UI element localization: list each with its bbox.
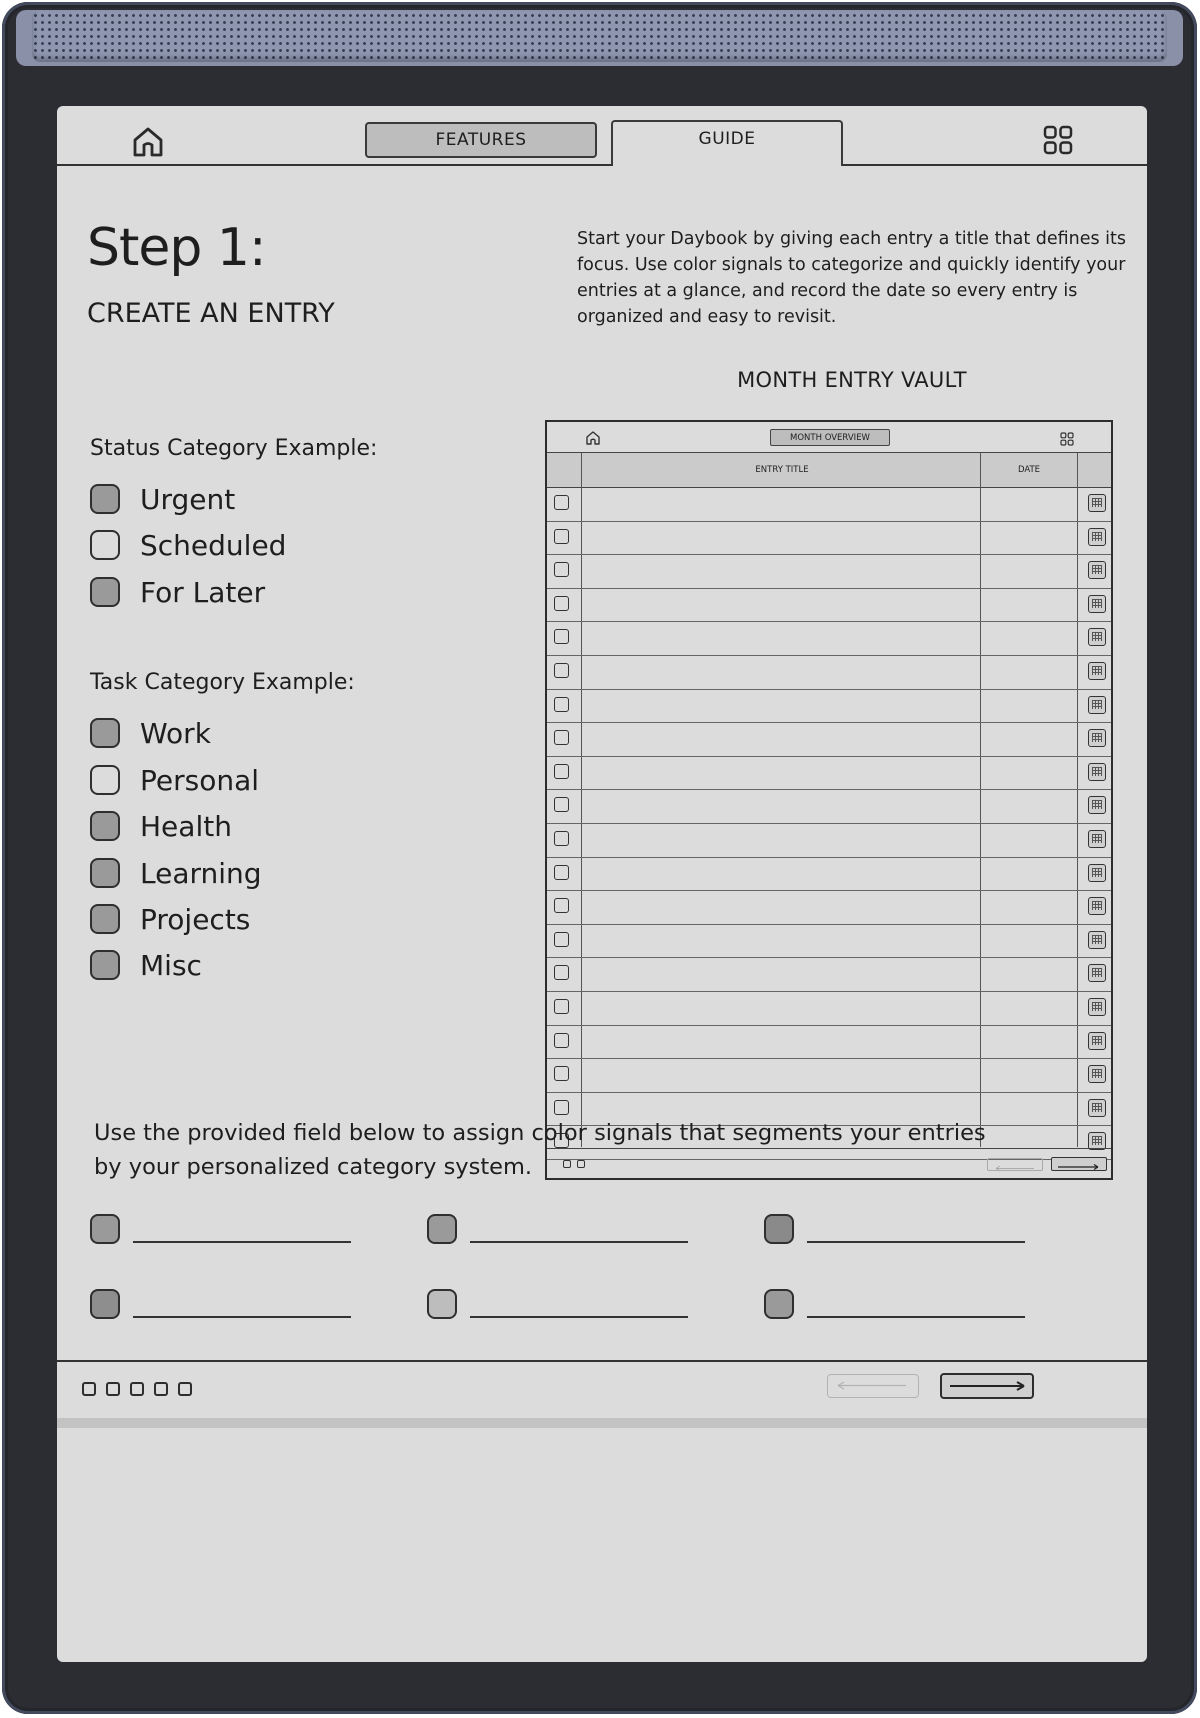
color-signal-box [90, 811, 120, 841]
table-row[interactable] [547, 858, 1111, 892]
table-row[interactable] [547, 824, 1111, 858]
color-signal-box [90, 950, 120, 980]
calendar-icon[interactable] [1088, 729, 1106, 747]
intro-description: Start your Daybook by giving each entry a title that defines its focus. Use color signals to categorize and quickly identify your entries at a glance, and record the date so every entry is organized and easy to revisit. [577, 229, 1127, 327]
vault-entry-rows [547, 488, 1111, 1160]
task-item-label: Learning [140, 856, 262, 890]
signal-label-line[interactable] [807, 1316, 1025, 1318]
table-row[interactable] [547, 723, 1111, 757]
task-category-heading: Task Category Example: [90, 670, 355, 695]
status-item-urgent[interactable] [90, 482, 235, 516]
page-dot[interactable] [106, 1382, 120, 1396]
color-signal-box [90, 718, 120, 748]
e-ink-screen [57, 106, 1147, 1662]
status-item-for-later[interactable] [90, 575, 265, 609]
row-checkbox[interactable] [554, 529, 569, 544]
color-signal-box[interactable] [764, 1289, 794, 1319]
vault-preview-header [547, 422, 1111, 453]
row-checkbox[interactable] [554, 831, 569, 846]
signal-label-line[interactable] [470, 1316, 688, 1318]
custom-signal-field[interactable] [427, 1287, 697, 1321]
color-signal-box [90, 484, 120, 514]
table-row[interactable] [547, 690, 1111, 724]
row-checkbox[interactable] [554, 596, 569, 611]
screen-bottom-strip [57, 1418, 1147, 1428]
arrow-right-icon [942, 1375, 1032, 1397]
tab-features[interactable]: FEATURES [365, 122, 597, 158]
status-item-label: Urgent [140, 482, 236, 516]
color-signal-box [90, 577, 120, 607]
signal-label-line[interactable] [133, 1316, 351, 1318]
color-signal-box[interactable] [427, 1214, 457, 1244]
custom-signal-field[interactable] [427, 1212, 697, 1246]
custom-signal-field[interactable] [90, 1287, 360, 1321]
prev-page-button[interactable] [987, 1158, 1043, 1171]
table-row[interactable] [547, 925, 1111, 959]
home-icon [585, 430, 601, 446]
grid-menu-icon [1060, 431, 1074, 445]
task-item-label: Work [140, 716, 211, 750]
calendar-icon[interactable] [1088, 864, 1106, 882]
task-item-label: Misc [140, 948, 202, 982]
table-row[interactable] [547, 488, 1111, 522]
color-signal-box[interactable] [90, 1289, 120, 1319]
color-signal-instruction: Use the provided field below to assign color signals that segments your entries by your personalized category system. [94, 1120, 986, 1180]
calendar-icon[interactable] [1088, 561, 1106, 579]
row-checkbox[interactable] [554, 730, 569, 745]
calendar-icon[interactable] [1088, 830, 1106, 848]
next-page-button[interactable] [1051, 1157, 1107, 1171]
table-row[interactable] [547, 622, 1111, 656]
row-checkbox[interactable] [554, 562, 569, 577]
table-row[interactable] [547, 656, 1111, 690]
table-row[interactable] [547, 522, 1111, 556]
calendar-icon[interactable] [1088, 595, 1106, 613]
calendar-icon[interactable] [1088, 897, 1106, 915]
page-dot[interactable] [154, 1382, 168, 1396]
calendar-icon[interactable] [1088, 796, 1106, 814]
row-checkbox[interactable] [554, 1066, 569, 1081]
status-category-heading: Status Category Example: [90, 436, 378, 461]
column-entry-title: ENTRY TITLE [755, 465, 809, 475]
calendar-icon[interactable] [1088, 628, 1106, 646]
row-checkbox[interactable] [554, 999, 569, 1014]
color-signal-box[interactable] [764, 1214, 794, 1244]
calendar-icon[interactable] [1088, 964, 1106, 982]
table-row[interactable] [547, 757, 1111, 791]
prev-page-button[interactable] [827, 1374, 919, 1398]
custom-signal-field[interactable] [90, 1212, 360, 1246]
calendar-icon[interactable] [1088, 494, 1106, 512]
calendar-icon[interactable] [1088, 1099, 1106, 1117]
row-checkbox[interactable] [554, 629, 569, 644]
step-subtitle: CREATE AN ENTRY [87, 298, 335, 329]
calendar-icon[interactable] [1088, 931, 1106, 949]
task-item-label: Health [140, 809, 232, 843]
row-checkbox[interactable] [554, 898, 569, 913]
vault-preview-tab: MONTH OVERVIEW [770, 429, 890, 446]
signal-label-line[interactable] [807, 1241, 1025, 1243]
tab-bar [57, 106, 1147, 166]
task-item-misc[interactable] [90, 948, 202, 982]
row-checkbox[interactable] [554, 663, 569, 678]
task-item-projects[interactable] [90, 902, 250, 936]
task-item-learning[interactable] [90, 856, 262, 890]
task-item-health[interactable] [90, 809, 232, 843]
calendar-icon[interactable] [1088, 528, 1106, 546]
step-title: Step 1: [87, 218, 266, 278]
page-dot[interactable] [130, 1382, 144, 1396]
status-item-label: For Later [140, 575, 266, 609]
column-date: DATE [1017, 465, 1041, 475]
tablet-device-frame [2, 2, 1197, 1714]
table-row[interactable] [547, 790, 1111, 824]
task-item-personal[interactable] [90, 763, 259, 797]
page-dot[interactable] [178, 1382, 192, 1396]
page-dot[interactable] [82, 1382, 96, 1396]
table-row[interactable] [547, 958, 1111, 992]
speaker-grille [32, 10, 1167, 62]
vault-column-header [547, 453, 1111, 488]
status-item-label: Scheduled [140, 528, 287, 562]
color-signal-box [90, 904, 120, 934]
signal-label-line[interactable] [133, 1241, 351, 1243]
row-checkbox[interactable] [554, 697, 569, 712]
table-row[interactable] [547, 891, 1111, 925]
table-row[interactable] [547, 589, 1111, 623]
row-checkbox[interactable] [554, 932, 569, 947]
calendar-icon[interactable] [1088, 1065, 1106, 1083]
row-checkbox[interactable] [554, 865, 569, 880]
vault-title: MONTH ENTRY VAULT [737, 368, 967, 392]
table-row[interactable] [547, 992, 1111, 1026]
color-signal-box[interactable] [90, 1214, 120, 1244]
task-item-label: Personal [140, 763, 260, 797]
footer-divider [57, 1360, 1147, 1362]
next-page-button[interactable] [940, 1373, 1034, 1399]
status-item-scheduled[interactable] [90, 528, 286, 562]
tab-baseline-divider [57, 164, 1147, 166]
calendar-icon[interactable] [1088, 763, 1106, 781]
color-signal-box [90, 765, 120, 795]
month-entry-vault-preview [545, 420, 1113, 1180]
calendar-icon[interactable] [1088, 696, 1106, 714]
calendar-icon[interactable] [1088, 1032, 1106, 1050]
table-row[interactable] [547, 1026, 1111, 1060]
calendar-icon[interactable] [1088, 662, 1106, 680]
table-row[interactable] [547, 555, 1111, 589]
grid-menu-icon[interactable] [1042, 124, 1074, 156]
arrow-left-icon [828, 1375, 917, 1396]
custom-signal-field[interactable] [764, 1212, 1034, 1246]
color-signal-box[interactable] [427, 1289, 457, 1319]
row-checkbox[interactable] [554, 797, 569, 812]
row-checkbox[interactable] [554, 1033, 569, 1048]
row-checkbox[interactable] [554, 764, 569, 779]
tab-guide[interactable]: GUIDE [611, 120, 843, 166]
home-icon[interactable] [130, 124, 166, 160]
signal-label-line[interactable] [470, 1241, 688, 1243]
task-item-label: Projects [140, 902, 251, 936]
row-checkbox[interactable] [554, 965, 569, 980]
calendar-icon[interactable] [1088, 998, 1106, 1016]
color-signal-box [90, 530, 120, 560]
task-item-work[interactable] [90, 716, 211, 750]
color-signal-box [90, 858, 120, 888]
table-row[interactable] [547, 1059, 1111, 1093]
custom-signal-field[interactable] [764, 1287, 1034, 1321]
row-checkbox[interactable] [554, 495, 569, 510]
row-checkbox[interactable] [554, 1100, 569, 1115]
